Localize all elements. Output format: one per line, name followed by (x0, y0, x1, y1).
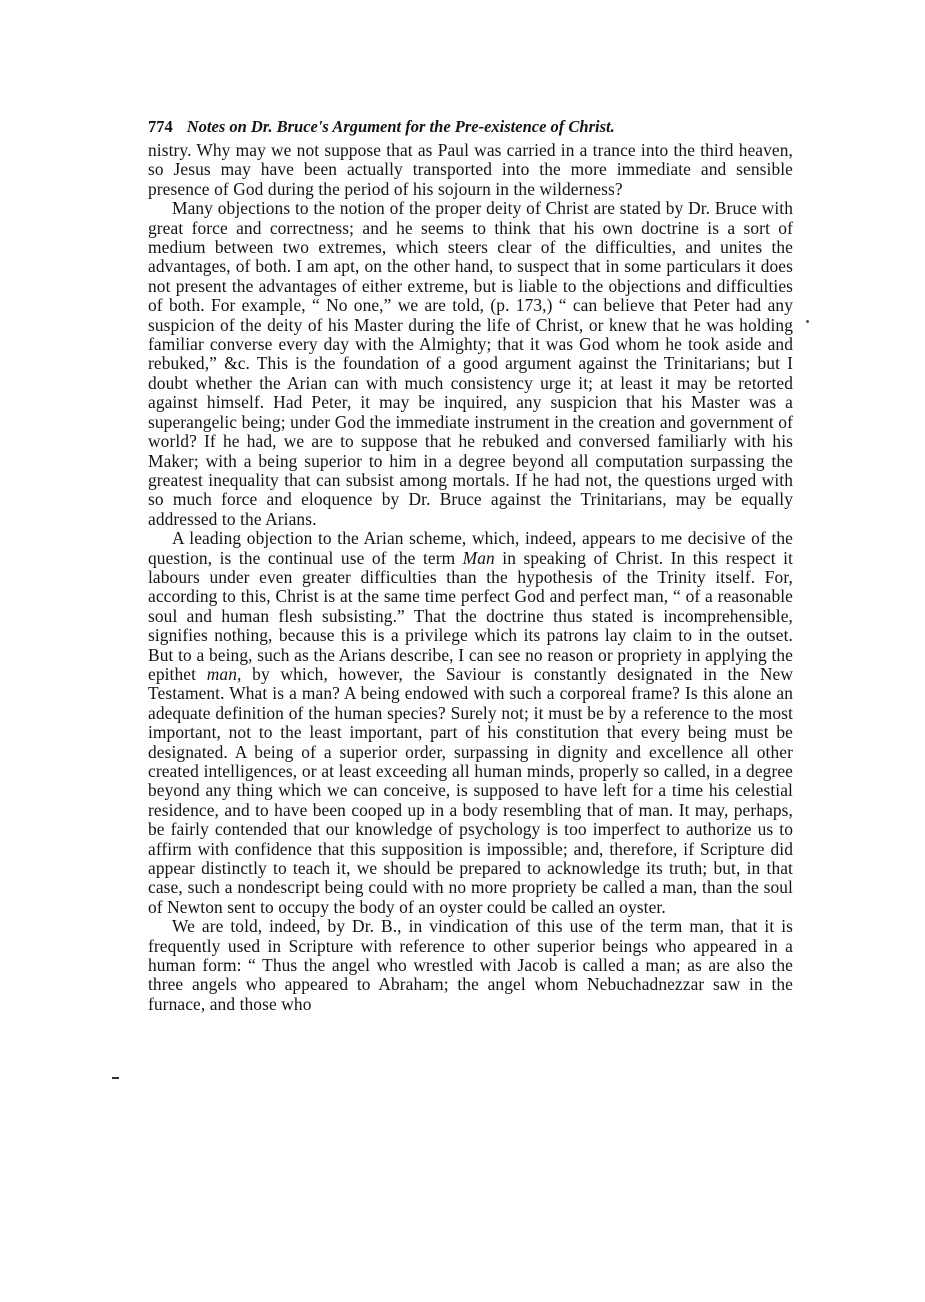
page-number: 774 (148, 117, 173, 136)
document-page (148, 116, 793, 1014)
paragraph-2: Many objections to the notion of the proper deity of Christ are stated by Dr. Bruce with great force and correctness; and he seems to think that his own doctrine is a sort of medium between two extremes, which steers clear of the difficulties, and unites the advantages, of both. I am apt, on the other hand, to suspect that in some particulars it does not present the advantages of either extreme, but is liable to the objections and difficulties of both. For example, “ No one,” we are told, (p. 173,) “ can believe that Peter had any suspicion of the deity of his Master during the life of Christ, or knew that he was holding familiar converse every day with the Almighty; that it was God whom he took aside and rebuked,” &c. This is the foundation of a good argument against the Trinitarians; but I doubt whether the Arian can with much consistency urge it; at least it may be retorted against himself. Had Peter, it may be inquired, any suspicion that his Master was a superangelic being; under God the immediate instrument in the creation and government of world? If he had, we are to suppose that he rebuked and conversed familiarly with his Maker; with a being superior to him in a degree beyond all computation surpassing the greatest inequality that can subsist among mortals. If he had not, the questions urged with so much force and eloquence by Dr. Bruce against the Trinitarians, may be equally addressed to the Arians. (148, 198, 793, 529)
running-title: Notes on Dr. Bruce's Argument for the Pre-existence of Christ. (186, 117, 615, 136)
paragraph-3-part-1: A leading objection to the Arian scheme, which, indeed, appears to me decisive of the question, is the continual use of the term (148, 528, 793, 568)
paragraph-3 (148, 529, 793, 917)
paragraph-1: nistry. Why may we not suppose that as Paul was carried in a trance into the third heaven, so Jesus may have been actually transported into the more immediate and sensible presence of God during the period of his sojourn in the wilderness? (148, 140, 793, 199)
running-header (148, 116, 793, 138)
italic-epithet-man: man, (206, 663, 242, 684)
print-speck (806, 320, 809, 323)
paragraph-3-part-2: in speaking of Christ. In this respect it labours under even greater difficulties than the hypothesis of the Trinity itself. For, according to this, Christ is at the same time perfect God and perfect man, “ of a reasonable soul and human flesh subsisting.” That the doctrine thus stated is incomprehensible, signifies nothing, because this is a privilege which its patrons lay claim to in the outset. But to a being, such as the Arians describe, I can see no reason or propriety in applying the epithet (148, 547, 793, 684)
paragraph-3-part-3: by which, however, the Saviour is constantly designated in the New Testament. What is a man? A being endowed with such a corporeal frame? Is this alone an adequate definition of the human species? Surely not; it must be by a reference to the most important, not to the least important, part of his constitution that every being must be designated. A being of a superior order, surpassing in dignity and excellence all other created intelligences, or at least exceeding all human minds, properly so called, in a degree beyond any thing which we can conceive, is supposed to have left for a time his celestial residence, and to have been cooped up in a body resembling that of man. It may, perhaps, be fairly contended that our knowledge of psychology is too imperfect to authorize us to affirm with confidence that this supposition is impossible; and, therefore, if Scripture did appear distinctly to teach it, we should be prepared to acknowledge its truth; but, in that case, such a nondescript being could with no more propriety be called a man, than the soul of Newton sent to occupy the body of an oyster could be called an oyster. (148, 663, 793, 917)
margin-mark (112, 1077, 119, 1079)
paragraph-4: We are told, indeed, by Dr. B., in vindication of this use of the term man, that it is frequently used in Scripture with reference to other superior beings who appeared in a human form: “ Thus the angel who wrestled with Jacob is called a man; as are also the three angels who appeared to Abraham; the angel whom Nebuchadnezzar saw in the furnace, and those who (148, 916, 793, 1014)
italic-term-man: Man (462, 547, 495, 568)
